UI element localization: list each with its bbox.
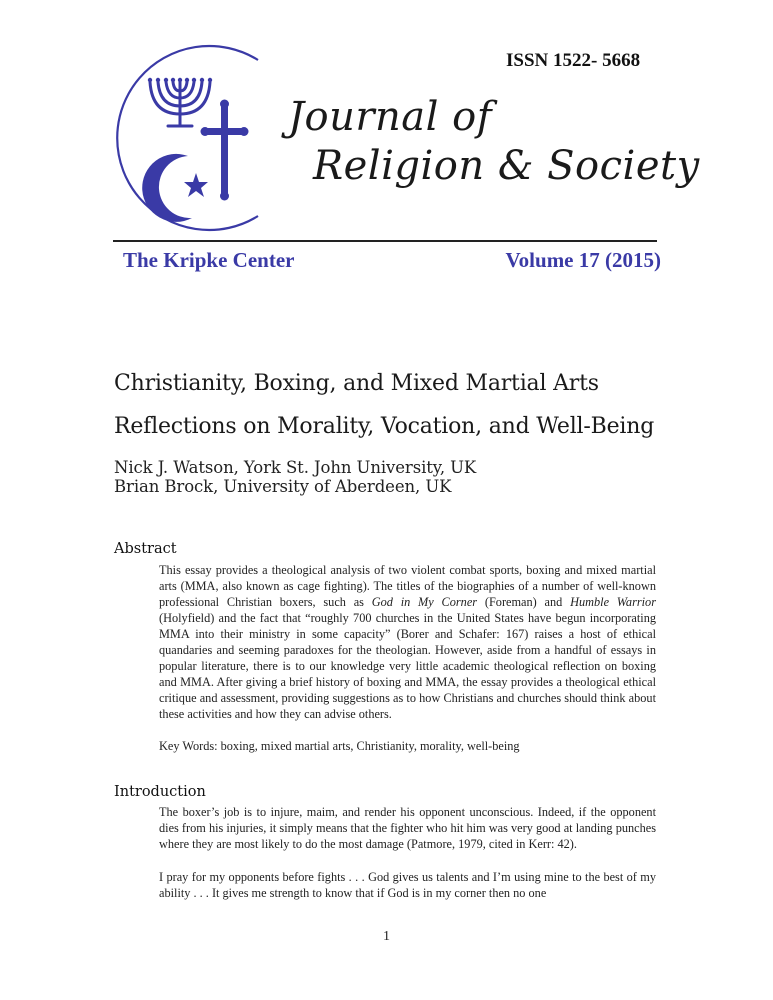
cross-icon (201, 100, 249, 201)
menorah-flames (148, 78, 212, 82)
center-name: The Kripke Center (123, 248, 295, 272)
abstract-text (159, 562, 656, 722)
star-icon (184, 173, 208, 197)
book-title-holyfield: Humble Warrior (570, 595, 656, 609)
keywords: Key Words: boxing, mixed martial arts, Christianity, morality, well-being (159, 739, 520, 753)
abstract-text-part: (Foreman) and (477, 595, 571, 609)
issn-number: ISSN 1522- 5668 (506, 50, 641, 71)
menorah-icon (150, 80, 210, 126)
abstract-text-part: This essay provides a theological analysis of two violent combat sports, boxing and mixed martial arts (MMA, also known as cage fighting). The titles of the biographies of a number of well-known professional Christian boxers, such as (159, 563, 656, 609)
book-title-foreman: God in My Corner (371, 595, 478, 609)
abstract-text-part: (Holyfield) and the fact that “roughly 700 churches in the United States have begun incorporating MMA into their ministry in some capacity” (Borer and Schafer: 167) raises a host of ethical quandaries and seeming paradoxes for the theologian. However, aside from a handful of essays in popular literature, there is to our knowledge very little academic theological reflection on boxing and MMA. After giving a brief history of boxing and MMA, the essay provides a theological ethical critique and assessment, providing suggestions as to how Christians and churches should think about these activities and how they can advise others. (159, 611, 656, 721)
logo-circle-arc (117, 46, 258, 230)
journal-title-line2: Religion & Society (313, 143, 700, 189)
page-number: 1 (383, 929, 390, 944)
author-line: Brian Brock, University of Aberdeen, UK (114, 477, 452, 496)
journal-logo (108, 38, 268, 238)
abstract-heading: Abstract (114, 541, 177, 557)
article-subtitle: Reflections on Morality, Vocation, and Well-Being (114, 414, 655, 439)
journal-title-line1: Journal of (288, 94, 493, 140)
crescent-icon (142, 154, 192, 222)
volume-label: Volume 17 (2015) (505, 248, 661, 272)
author-line: Nick J. Watson, York St. John University, UK (114, 458, 477, 477)
block-quote: The boxer’s job is to injure, maim, and render his opponent unconscious. Indeed, if the opponent dies from his injuries, it simply means that the fighter who hit him was very good at landing punches where they are most likely to do the most damage (Patmore, 1979, cited in Kerr: 42). (159, 805, 656, 851)
block-quote: I pray for my opponents before fights . . . God gives us talents and I’m using mine to the best of my ability . . . It gives me strength to know that if God is in my corner then no one (159, 870, 656, 900)
header-rule (113, 240, 657, 242)
article-title: Christianity, Boxing, and Mixed Martial Arts (114, 371, 599, 396)
introduction-heading: Introduction (114, 784, 206, 800)
